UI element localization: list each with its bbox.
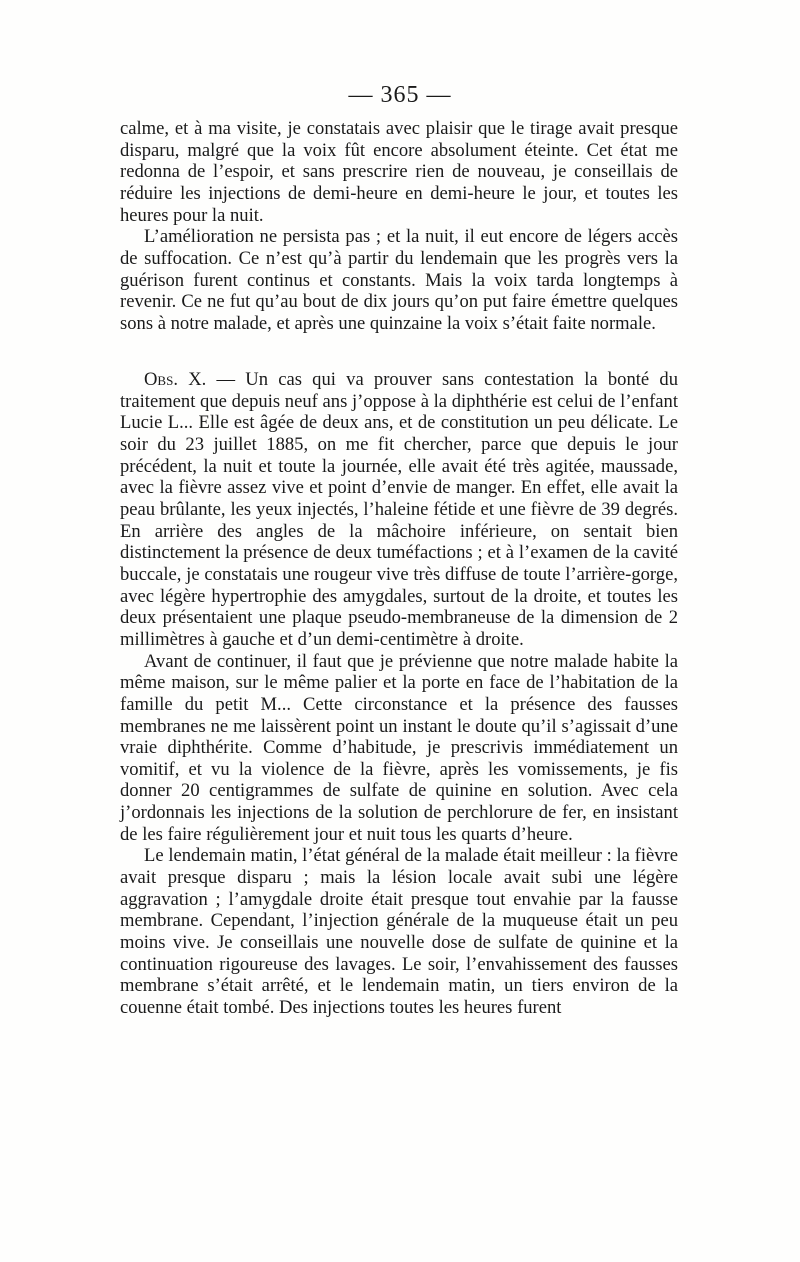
observation-paragraph-1 (120, 369, 678, 651)
page-number: — 365 — (348, 82, 452, 108)
observation-paragraph-3: Le lendemain matin, l’état général de la malade était meilleur : la fièvre avait presque disparu ; mais la lésion locale avait subi une légère aggravation ; l’amygdale droite était presque tout envahie par la fausse membrane. Cependant, l’injection générale de la muqueuse était un peu moins vive. Je conseillais une nouvelle dose de sulfate de quinine et la continuation rigoureuse des lavages. Le soir, l’envahissement des fausses membrane s’était arrêté, et le lendemain matin, un tiers environ de la couenne était tombé. Des injections toutes les heures furent (120, 845, 678, 1019)
observation-paragraph-2: Avant de continuer, il faut que je prévienne que notre malade habite la même maison, sur le même palier et la porte en face de l’habitation de la famille du petit M... Cette circonstance et la présence des fausses membranes ne me laissèrent point un instant le doute qu’il s’agissait d’une vraie diphthérite. Comme d’habitude, je prescrivis immédiatement un vomitif, et vu la violence de la fièvre, après les vomissements, je fis donner 20 centigrammes de sulfate de quinine en solution. Avec cela j’ordonnais les injections de la solution de perchlorure de fer, en insistant de les faire régulièrement jour et nuit tous les quarts d’heure. (120, 650, 678, 845)
paragraph-1: calme, et à ma visite, je constatais avec plaisir que le tirage avait presque disparu, malgré que la voix fût encore absolument éteinte. Cet état me redonna de l’espoir, et sans prescrire rien de nouveau, je conseillais de réduire les injections de demi-heure en demi-heure le jour, et toutes les heures pour la nuit. (120, 118, 678, 226)
paragraph-2: L’amélioration ne persista pas ; et la nuit, il eut encore de légers accès de suffocation. Ce n’est qu’à partir du lendemain que les progrès vers la guérison furent continus et constants. Mais la voix tarda longtemps à revenir. Ce ne fut qu’au bout de dix jours qu’on put faire émettre quelques sons à notre malade, et après une quinzaine la voix s’était faite normale. (120, 226, 678, 334)
observation-text-1: — Un cas qui va prouver sans contestation la bonté du traitement que depuis neuf ans j’oppose à la diphthérie est celui de l’enfant Lucie L... Elle est âgée de deux ans, et de constitution un peu délicate. Le soir du 23 juillet 1885, on me fit chercher, parce que depuis le jour précédent, la nuit et toute la journée, elle avait été très agitée, maussade, avec la fièvre assez vive et point d’envie de manger. En effet, elle avait la peau brûlante, les yeux injectés, l’haleine fétide et une fièvre de 39 degrés. En arrière des angles de la mâchoire inférieure, on sentait bien distinctement la présence de deux tuméfactions ; et à l’examen de la cavité buccale, je constatais une rougeur vive très diffuse de toute l’arrière-gorge, avec légère hypertrophie des amygdales, surtout de la droite, et toutes les deux présentaient une plaque pseudo-membraneuse de la dimension de 2 millimètres à gauche et d’un demi-centimètre à droite. (120, 369, 678, 650)
continuation-text (120, 118, 678, 335)
observation-label: Obs. X. (144, 369, 207, 390)
observation-section (120, 369, 678, 1019)
